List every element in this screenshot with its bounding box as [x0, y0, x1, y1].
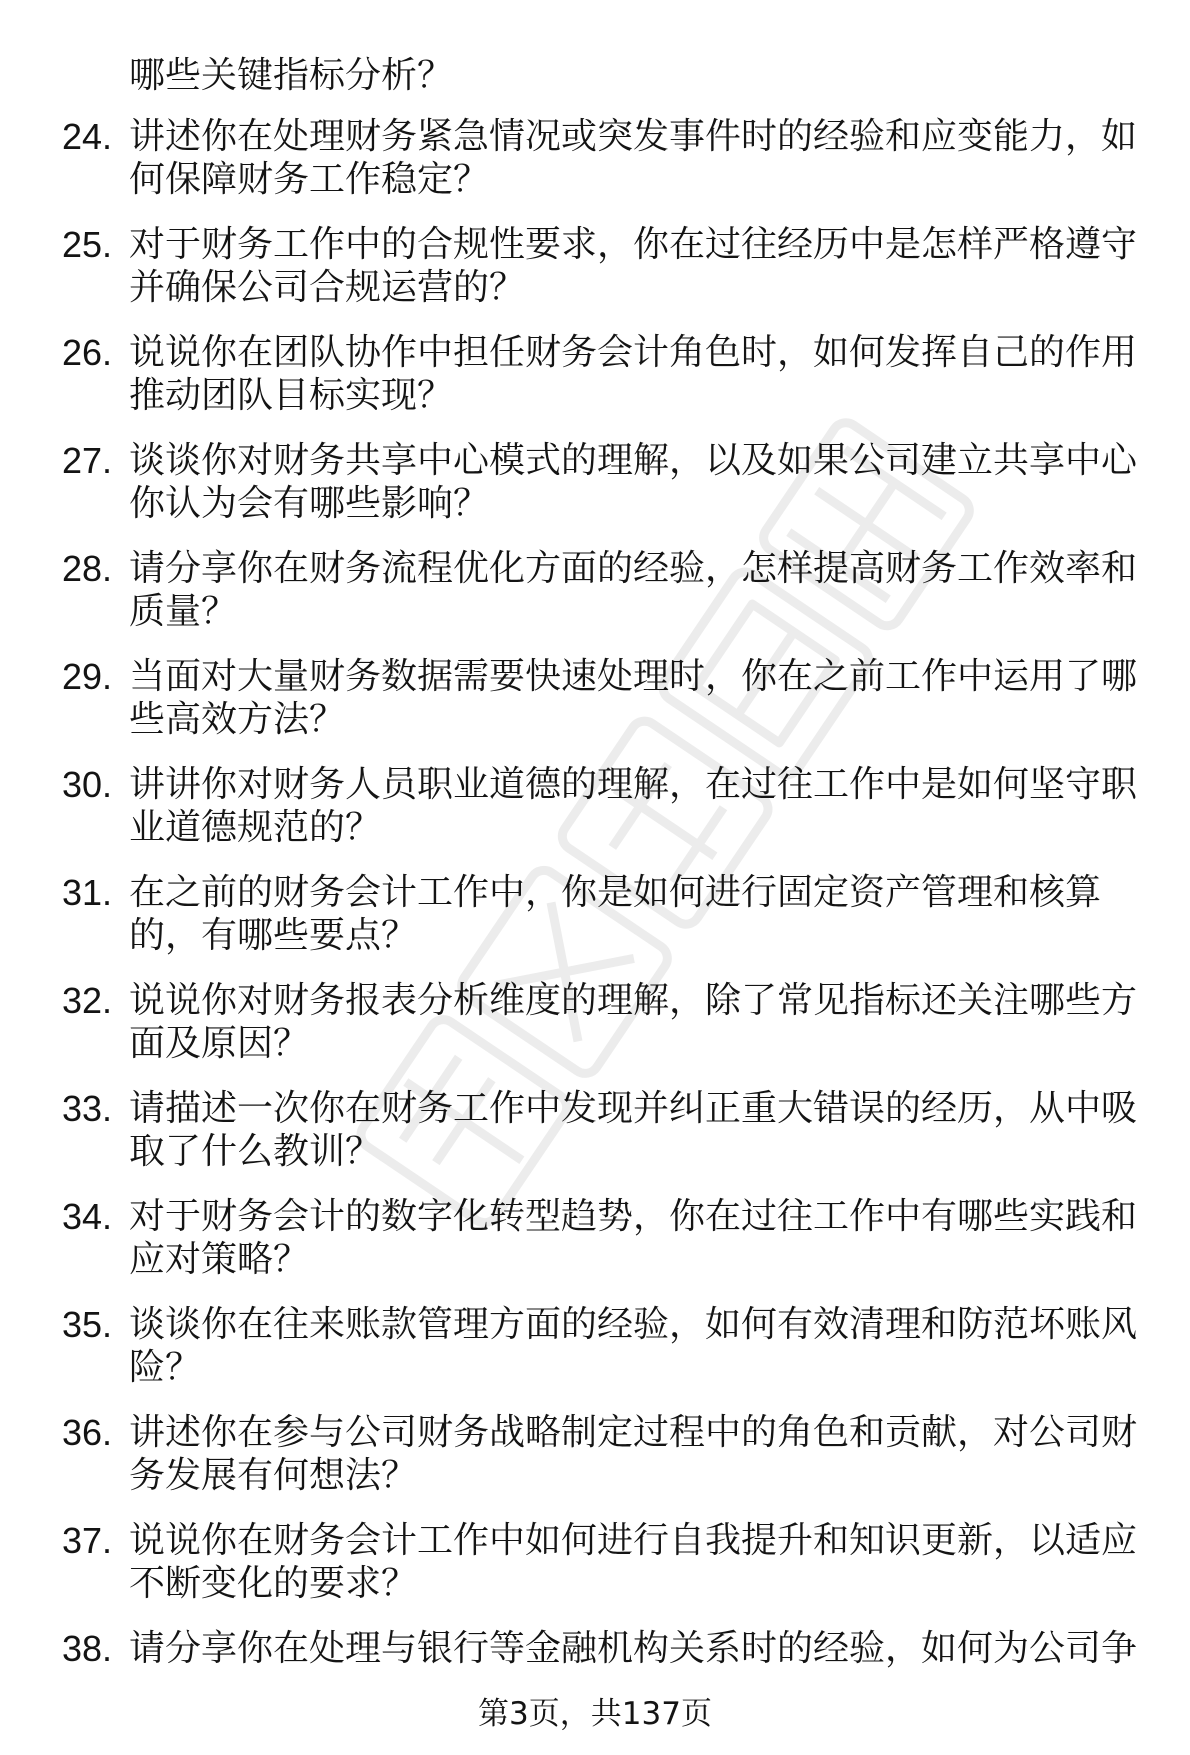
question-item: [0, 1411, 1190, 1497]
questions-container: [0, 115, 1190, 1670]
question-text-line: 面及原因？: [129, 1023, 310, 1064]
question-item: [0, 1087, 1190, 1173]
question-number: 34.: [62, 1196, 113, 1237]
question-text: [129, 439, 1137, 525]
question-number: 31.: [62, 872, 113, 913]
question-text-line: 在之前的财务会计工作中，你是如何进行固定资产管理和核算: [129, 872, 1102, 913]
question-item: [0, 763, 1190, 849]
question-number: 37.: [62, 1520, 113, 1561]
question-number: 30.: [62, 764, 113, 805]
question-text-line: 说说你在团队协作中担任财务会计角色时，如何发挥自己的作用: [129, 332, 1138, 373]
question-item: [0, 1627, 1190, 1670]
question-text-line: 讲述你在处理财务紧急情况或突发事件时的经验和应变能力，如: [129, 116, 1138, 157]
question-text-line: 对于财务工作中的合规性要求，你在过往经历中是怎样严格遵守: [129, 224, 1138, 265]
question-text: [129, 871, 1101, 957]
question-item: [0, 331, 1190, 417]
question-text-line: 说说你对财务报表分析维度的理解，除了常见指标还关注哪些方: [129, 980, 1138, 1021]
question-item: [0, 1303, 1190, 1389]
question-text-line: 请描述一次你在财务工作中发现并纠正重大错误的经历，从中吸: [129, 1088, 1138, 1129]
question-text: [129, 1519, 1137, 1605]
question-text-line: 讲讲你对财务人员职业道德的理解，在过往工作中是如何坚守职: [129, 764, 1138, 805]
question-item: [0, 547, 1190, 633]
question-text-line: 对于财务会计的数字化转型趋势，你在过往工作中有哪些实践和: [129, 1196, 1138, 1237]
question-item: [0, 223, 1190, 309]
question-text: [129, 763, 1137, 849]
question-text-line: 并确保公司合规运营的？: [129, 267, 526, 308]
question-item: [0, 871, 1190, 957]
question-number: 36.: [62, 1412, 113, 1453]
question-text-line: 应对策略？: [129, 1239, 310, 1280]
question-number: 28.: [62, 548, 113, 589]
question-text-line: 险？: [129, 1347, 202, 1388]
question-item: [0, 115, 1190, 201]
question-text-line: 请分享你在财务流程优化方面的经验，怎样提高财务工作效率和: [129, 548, 1138, 589]
question-number: 33.: [62, 1088, 113, 1129]
question-text-line: 请分享你在处理与银行等金融机构关系时的经验，如何为公司争: [129, 1628, 1138, 1669]
question-text: [129, 1627, 1137, 1670]
question-number: 38.: [62, 1628, 113, 1669]
question-text-line: 质量？: [129, 591, 238, 632]
page-number-footer: 第3页，共137页: [478, 1696, 712, 1732]
question-text-line: 的，有哪些要点？: [129, 915, 418, 956]
question-text-line: 些高效方法？: [129, 699, 346, 740]
question-item: [0, 1519, 1190, 1605]
question-text-line: 取了什么教训？: [129, 1131, 382, 1172]
question-number: 32.: [62, 980, 113, 1021]
question-text-line: 何保障财务工作稳定？: [129, 159, 490, 200]
question-text-line: 谈谈你在往来账款管理方面的经验，如何有效清理和防范坏账风: [129, 1304, 1138, 1345]
question-text-line: 当面对大量财务数据需要快速处理时，你在之前工作中运用了哪: [129, 656, 1138, 697]
question-item: [0, 439, 1190, 525]
question-text: [129, 223, 1137, 309]
question-number: 25.: [62, 224, 113, 265]
question-text-line: 业道德规范的？: [129, 807, 382, 848]
question-item: [0, 979, 1190, 1065]
question-text-line: 说说你在财务会计工作中如何进行自我提升和知识更新，以适应: [129, 1520, 1138, 1561]
question-text: [129, 115, 1137, 201]
question-text: [129, 1195, 1137, 1281]
question-item: [0, 1195, 1190, 1281]
question-text: [129, 979, 1137, 1065]
question-text-line: 不断变化的要求？: [129, 1563, 418, 1604]
question-number: 26.: [62, 332, 113, 373]
question-text: [129, 1411, 1137, 1497]
question-item: [0, 655, 1190, 741]
question-number: 27.: [62, 440, 113, 481]
question-text: [129, 1087, 1137, 1173]
question-text: [129, 547, 1137, 633]
question-number: 29.: [62, 656, 113, 697]
question-number: 24.: [62, 116, 113, 157]
question-text-line: 推动团队目标实现？: [129, 375, 454, 416]
question-list: [0, 54, 1190, 1692]
question-text-line: 讲述你在参与公司财务战略制定过程中的角色和贡献，对公司财: [129, 1412, 1138, 1453]
continued-question-text: 哪些关键指标分析？: [129, 55, 454, 96]
question-text-line: 你认为会有哪些影响？: [129, 483, 490, 524]
question-text: [129, 331, 1137, 417]
question-text: [129, 655, 1137, 741]
question-text-line: 谈谈你对财务共享中心模式的理解，以及如果公司建立共享中心: [129, 440, 1138, 481]
question-text: [129, 1303, 1137, 1389]
question-number: 35.: [62, 1304, 113, 1345]
question-text-line: 务发展有何想法？: [129, 1455, 418, 1496]
